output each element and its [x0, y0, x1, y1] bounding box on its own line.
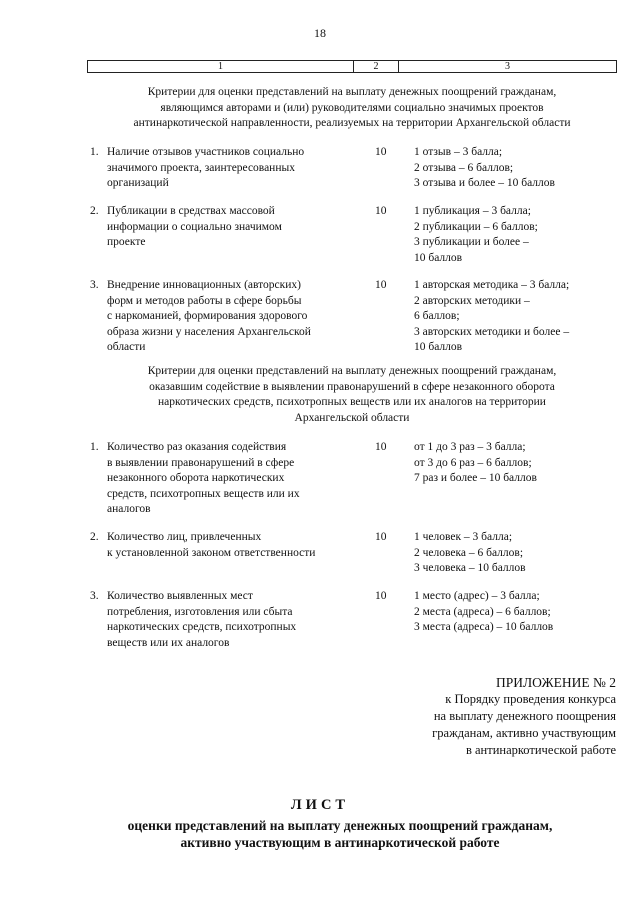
scoring-line: 6 баллов;	[414, 310, 460, 322]
appendix-line: к Порядку проведения конкурса	[445, 692, 616, 706]
scoring-line: от 3 до 6 раз – 6 баллов;	[414, 456, 532, 469]
criterion-scoring	[414, 145, 624, 192]
criterion-text-line: форм и методов работы в сфере борьбы	[107, 294, 302, 307]
column-header-1: 1	[88, 61, 354, 73]
criterion-max-score: 10	[375, 205, 387, 217]
sheet-subtitle-line: оценки представлений на выплату денежных поощрений гражданам,	[127, 818, 553, 833]
scoring-line: 2 публикации – 6 баллов;	[414, 220, 538, 233]
criterion-text-line: значимого проекта, заинтересованных	[107, 161, 295, 174]
scoring-line: 3 публикации и более –	[414, 236, 529, 248]
criterion-text	[107, 589, 347, 651]
criterion-scoring	[414, 530, 624, 577]
scoring-line: 1 отзыв – 3 балла;	[414, 146, 503, 158]
scoring-line: 2 человека – 6 баллов;	[414, 546, 524, 559]
criterion-number: 1.	[90, 441, 99, 453]
scoring-line: 10 баллов	[414, 251, 463, 264]
criterion-text-line: с наркоманией, формирования здорового	[107, 310, 308, 322]
appendix-block	[330, 674, 616, 759]
criterion-text	[107, 278, 347, 356]
scoring-line: 1 авторская методика – 3 балла;	[414, 279, 570, 291]
criterion-text-line: Наличие отзывов участников социально	[107, 146, 305, 158]
section1-heading-line: Критерии для оценки представлений на выплату денежных поощрений гражданам,	[147, 86, 557, 98]
section2-heading-line: наркотических средств, психотропных веществ или их аналогов на территории	[158, 396, 546, 408]
criterion-scoring	[414, 440, 624, 487]
scoring-line: 2 отзыва – 6 баллов;	[414, 161, 514, 174]
criterion-text	[107, 530, 347, 561]
section1-heading-line: антинаркотической направленности, реализуемых на территории Архангельской области	[133, 117, 571, 129]
criterion-text-line: проекте	[107, 236, 146, 248]
scoring-line: 3 человека – 10 баллов	[414, 562, 526, 574]
criterion-number: 3.	[90, 279, 99, 291]
criterion-max-score: 10	[375, 279, 387, 291]
criterion-text-line: Количество лиц, привлеченных	[107, 531, 262, 543]
criterion-text-line: образа жизни у населения Архангельской	[107, 325, 311, 338]
section2-heading-line: Архангельской области	[294, 411, 410, 424]
criterion-max-score: 10	[375, 531, 387, 543]
criterion-scoring	[414, 278, 624, 356]
column-header-table	[87, 60, 617, 73]
scoring-line: 2 места (адреса) – 6 баллов;	[414, 605, 551, 618]
section1-heading-line: являющимся авторами и (или) руководителями социально значимых проектов	[160, 101, 544, 114]
sheet-subtitle-line: активно участвующим в антинаркотической работе	[180, 835, 500, 850]
criterion-scoring	[414, 589, 624, 636]
criterion-text-line: Количество раз оказания содействия	[107, 441, 287, 453]
criterion-text-line: потребления, изготовления или сбыта	[107, 605, 293, 618]
criterion-number: 2.	[90, 531, 99, 543]
scoring-line: 1 публикация – 3 балла;	[414, 205, 531, 217]
page-number: 18	[314, 26, 326, 40]
scoring-line: 1 человек – 3 балла;	[414, 531, 513, 543]
appendix-title: ПРИЛОЖЕНИЕ № 2	[495, 675, 616, 690]
section2-heading	[87, 364, 617, 426]
criterion-text-line: Количество выявленных мест	[107, 590, 253, 602]
scoring-line: 7 раз и более – 10 баллов	[414, 472, 537, 484]
section1-heading	[87, 85, 617, 132]
criterion-text-line: средств, психотропных веществ или их	[107, 487, 300, 500]
criterion-text-line: Публикации в средствах массовой	[107, 205, 275, 217]
section2-heading-line: оказавшим содействие в выявлении правонарушений в сфере незаконного оборота	[149, 380, 555, 393]
criterion-max-score: 10	[375, 590, 387, 602]
criterion-text-line: организаций	[107, 177, 169, 189]
section2-heading-line: Критерии для оценки представлений на выплату денежных поощрений гражданам,	[147, 365, 557, 377]
criterion-text-line: в выявлении правонарушений в сфере	[107, 456, 295, 469]
criterion-text	[107, 204, 347, 251]
scoring-line: 1 место (адрес) – 3 балла;	[414, 590, 540, 602]
column-header-2: 2	[354, 61, 399, 73]
criterion-text-line: наркотических средств, психотропных	[107, 621, 297, 633]
appendix-line: на выплату денежного поощрения	[433, 709, 616, 723]
scoring-line: от 1 до 3 раз – 3 балла;	[414, 441, 526, 453]
criterion-text-line: веществ или их аналогов	[107, 636, 230, 649]
criterion-text-line: аналогов	[107, 503, 151, 515]
criterion-text	[107, 145, 347, 192]
criterion-text-line: Внедрение инновационных (авторских)	[107, 279, 301, 291]
criterion-number: 1.	[90, 146, 99, 158]
scoring-line: 3 места (адреса) – 10 баллов	[414, 621, 554, 633]
criterion-max-score: 10	[375, 146, 387, 158]
appendix-line: в антинаркотической работе	[465, 743, 616, 757]
sheet-title: ЛИСТ	[290, 797, 350, 813]
scoring-line: 2 авторских методики –	[414, 294, 530, 307]
criterion-max-score: 10	[375, 441, 387, 453]
criterion-number: 3.	[90, 590, 99, 602]
criterion-text-line: незаконного оборота наркотических	[107, 472, 285, 484]
criterion-scoring	[414, 204, 624, 266]
scoring-line: 10 баллов	[414, 341, 463, 353]
criterion-text-line: к установленной законом ответственности	[107, 546, 316, 559]
appendix-line: гражданам, активно участвующим	[432, 726, 616, 740]
criterion-number: 2.	[90, 205, 99, 217]
criterion-text-line: области	[107, 341, 146, 353]
scoring-line: 3 авторских методики и более –	[414, 325, 570, 338]
criterion-text	[107, 440, 347, 518]
column-header-3: 3	[399, 61, 617, 73]
scoring-line: 3 отзыва и более – 10 баллов	[414, 177, 555, 189]
sheet-subtitle	[60, 817, 620, 851]
criterion-text-line: информации о социально значимом	[107, 220, 282, 233]
